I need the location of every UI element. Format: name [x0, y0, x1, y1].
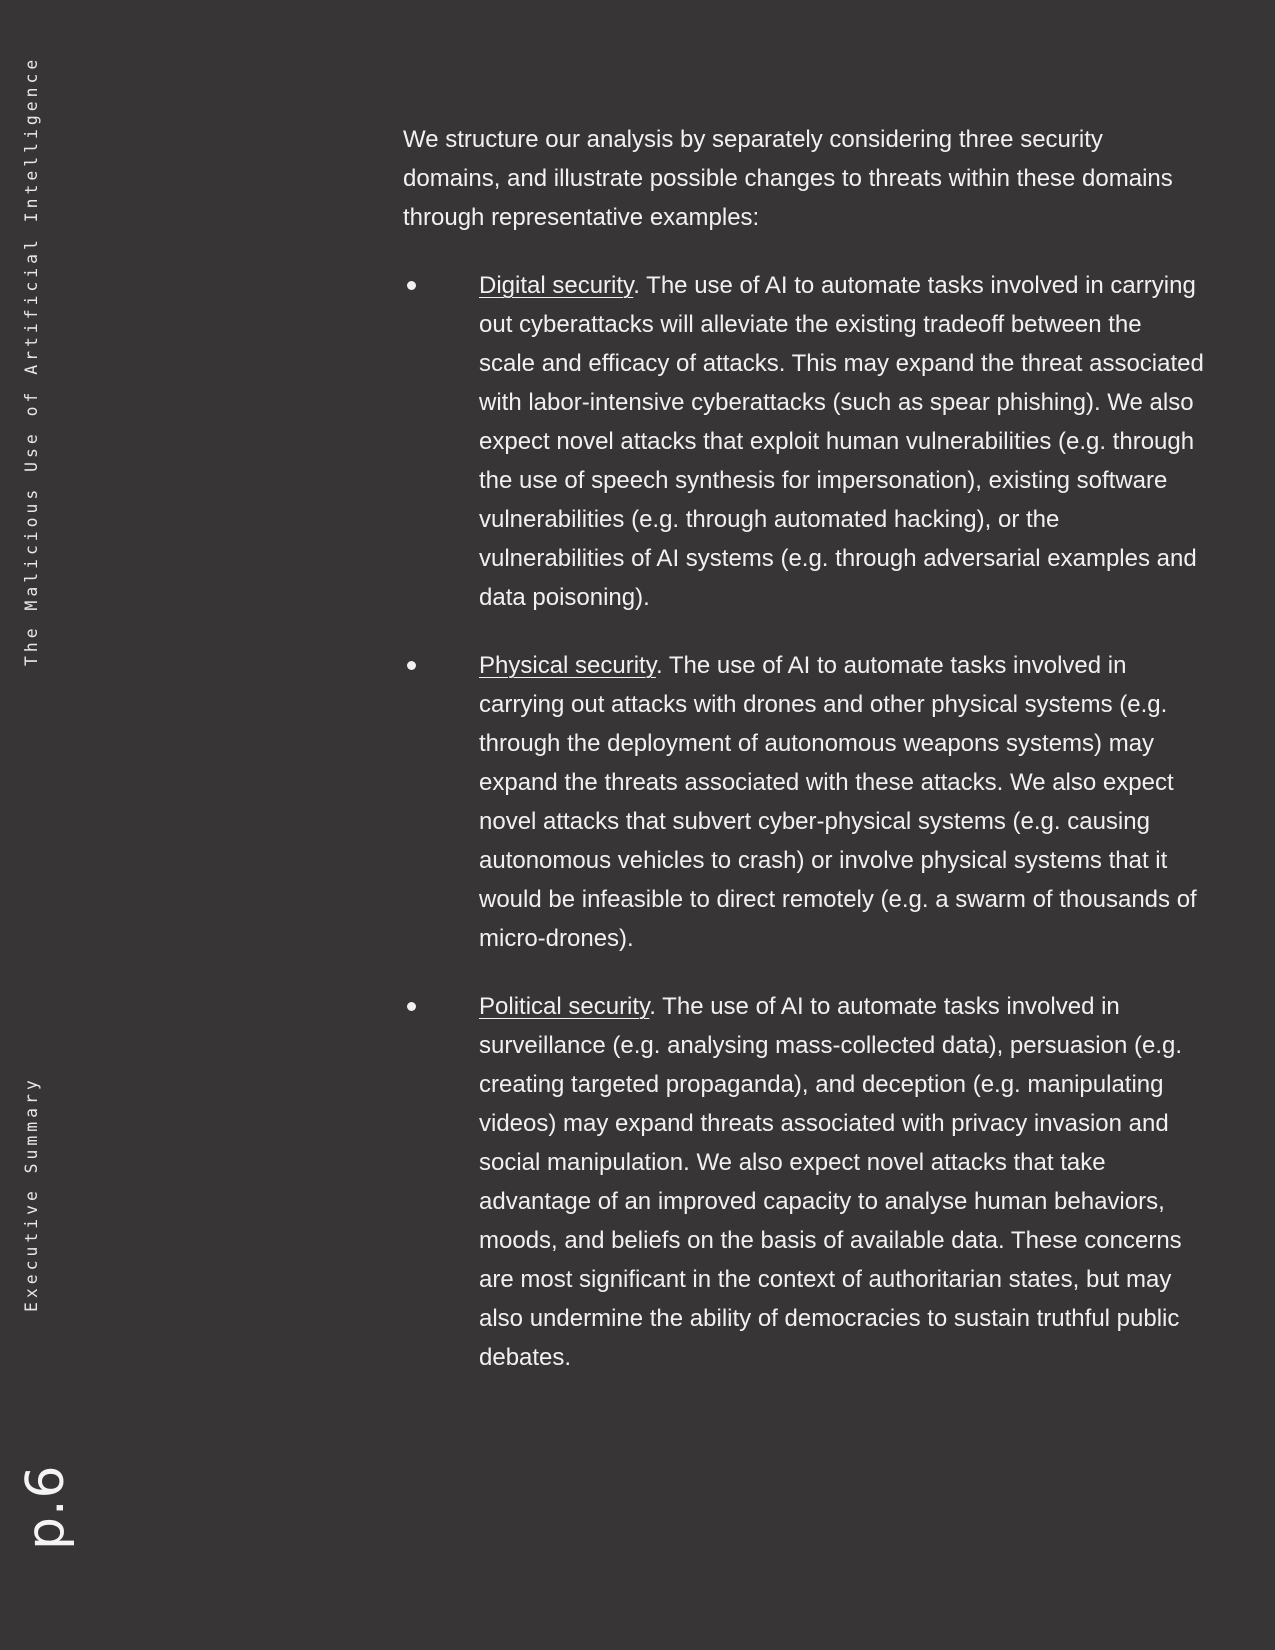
- domain-heading-political-security: Political security: [479, 993, 650, 1020]
- bullet-icon: [407, 661, 416, 670]
- bullet-icon: [407, 281, 416, 290]
- main-content: [403, 120, 1203, 1406]
- list-item-physical-security: [403, 646, 1204, 958]
- domain-body-political-security: . The use of AI to automate tasks involved in surveillance (e.g. analysing mass-collected data), persuasion (e.g. creating targeted propaganda), and deception (e.g. manipulating videos) may expand threats associated with privacy invasion and social manipulation. We also expect novel attacks that take advantage of an improved capacity to analyse human behaviors, moods, and beliefs on the basis of available data. These concerns are most significant in the context of authoritarian states, but may also undermine the ability of democracies to sustain truthful public debates.: [479, 993, 1183, 1371]
- document-title: The Malicious Use of Artificial Intelligence: [22, 55, 41, 666]
- bullet-icon: [407, 1002, 416, 1011]
- bullet-text: [479, 987, 1204, 1377]
- security-domains-list: [403, 266, 1203, 1377]
- page-number: p.6: [16, 1464, 76, 1550]
- section-title: Executive Summary: [22, 1076, 41, 1312]
- domain-heading-digital-security: Digital security: [479, 272, 634, 299]
- list-item-political-security: [403, 987, 1204, 1377]
- list-item-digital-security: [403, 266, 1204, 617]
- domain-body-digital-security: . The use of AI to automate tasks involved in carrying out cyberattacks will alleviate the existing tradeoff between the scale and efficacy of attacks. This may expand the threat associated with labor-intensive cyberattacks (such as spear phishing). We also expect novel attacks that exploit human vulnerabilities (e.g. through the use of speech synthesis for impersonation), existing software vulnerabilities (e.g. through automated hacking), or the vulnerabilities of AI systems (e.g. through adversarial examples and data poisoning).: [479, 272, 1204, 611]
- domain-body-physical-security: . The use of AI to automate tasks involved in carrying out attacks with drones and other physical systems (e.g. through the deployment of autonomous weapons systems) may expand the threats associated with these attacks. We also expect novel attacks that subvert cyber-physical systems (e.g. causing autonomous vehicles to crash) or involve physical systems that it would be infeasible to direct remotely (e.g. a swarm of thousands of micro-drones).: [479, 652, 1197, 952]
- domain-heading-physical-security: Physical security: [479, 652, 656, 679]
- bullet-text: [479, 266, 1204, 617]
- bullet-text: [479, 646, 1204, 958]
- intro-paragraph: We structure our analysis by separately considering three security domains, and illustrate possible changes to threats within these domains through representative examples:: [403, 126, 1173, 231]
